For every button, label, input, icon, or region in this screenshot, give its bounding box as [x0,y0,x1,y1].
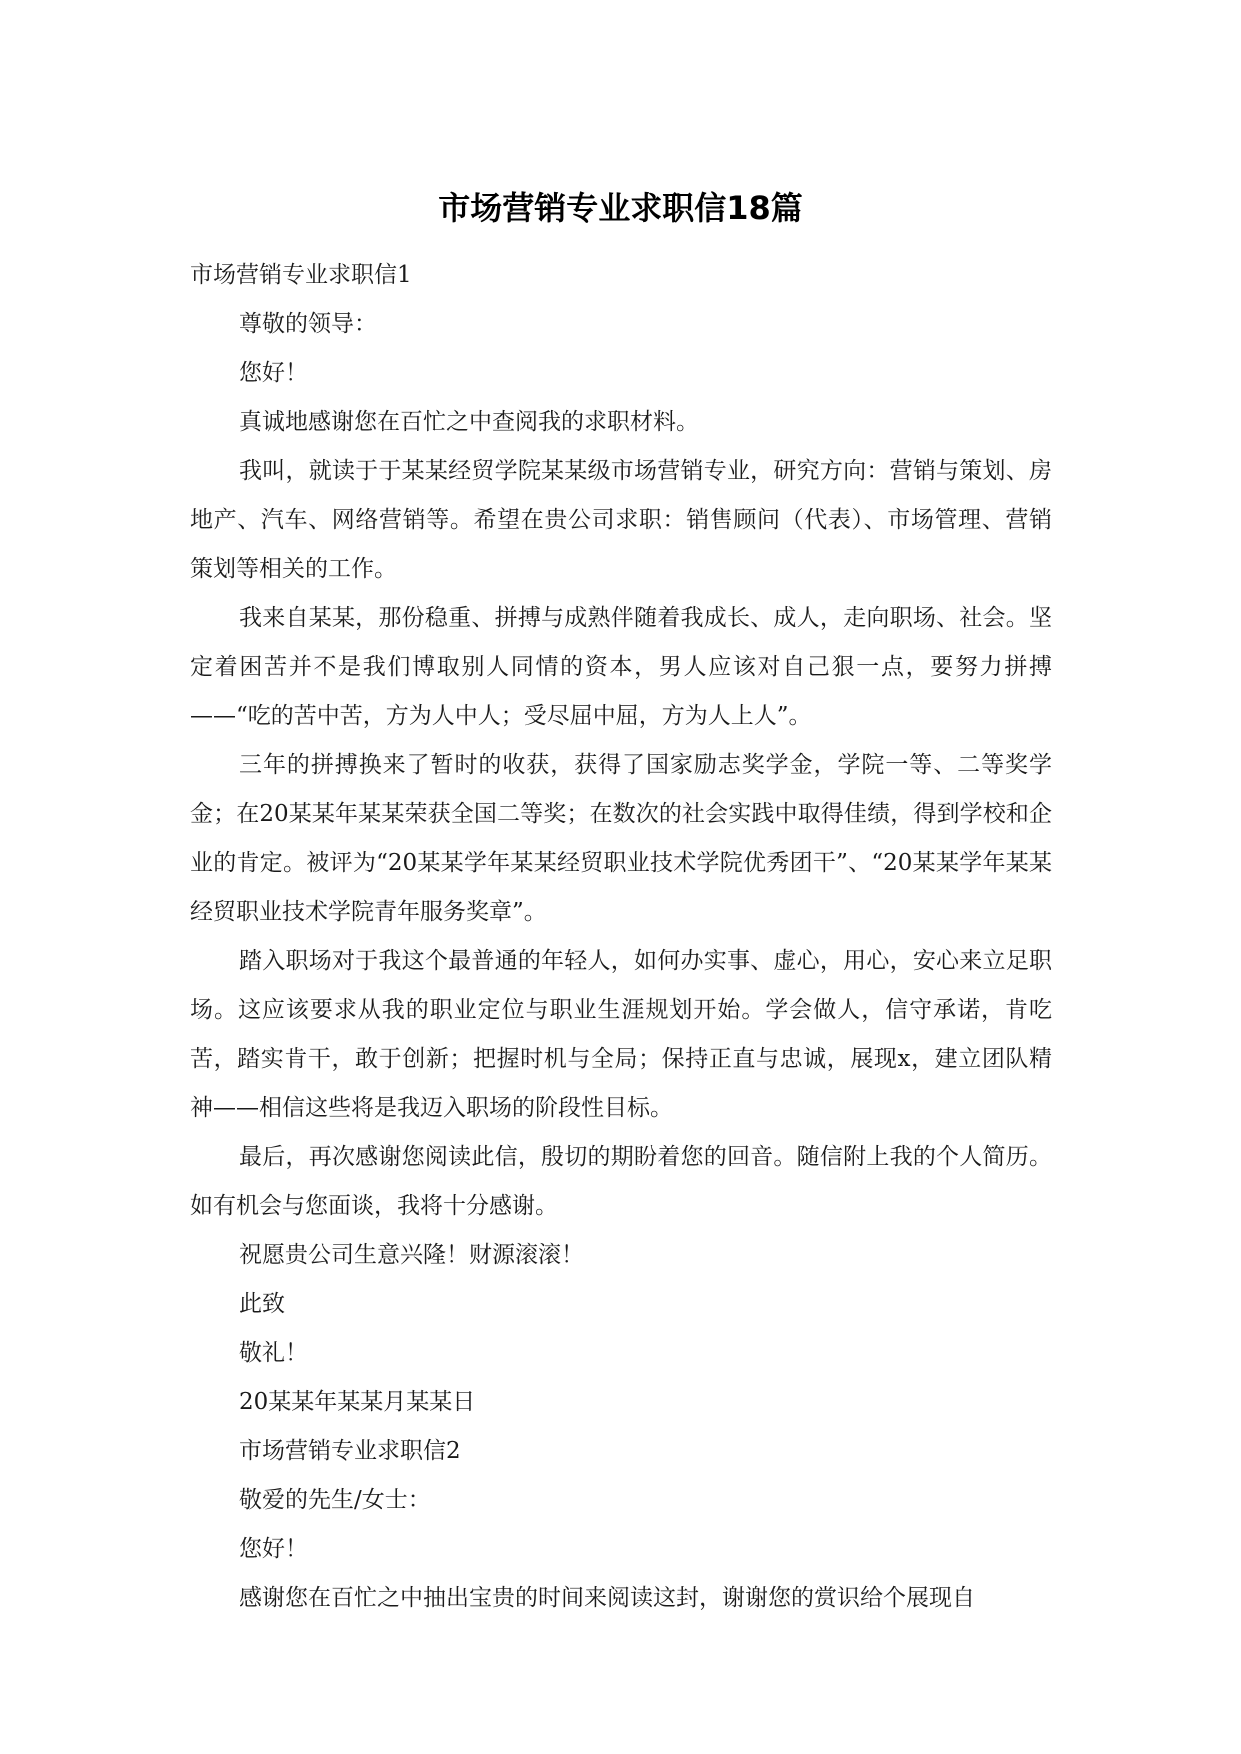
letter-body [190,251,1052,1623]
letter-date: 20某某年某某月某某日 [239,1389,476,1415]
paragraph: 三年的拼搏换来了暂时的收获，获得了国家励志奖学金，学院一等、二等奖学金；在20某某年某某荣获全国二等奖；在数次的社会实践中取得佳绩，得到学校和企业的肯定。被评为“20某某学年某某经贸职业技术学院优秀团干”、“20某某学年某某经贸职业技术学院青年服务奖章”。 [190,752,1052,925]
paragraph: 最后，再次感谢您阅读此信，殷切的期盼着您的回音。随信附上我的个人简历。如有机会与您面谈，我将十分感谢。 [190,1144,1052,1219]
document-title: 市场营销专业求职信18篇 [438,189,803,227]
salutation: 敬爱的先生/女士： [239,1487,431,1513]
greeting: 您好！ [239,360,308,386]
closing-line: 此致 [239,1291,285,1317]
paragraph: 我叫，就读于于某某经贸学院某某级市场营销专业，研究方向：营销与策划、房地产、汽车、网络营销等。希望在贵公司求职：销售顾问（代表）、市场管理、营销策划等相关的工作。 [190,458,1052,582]
closing-wish: 祝愿贵公司生意兴隆！财源滚滚！ [239,1242,584,1268]
salutation: 尊敬的领导： [239,311,377,337]
paragraph: 真诚地感谢您在百忙之中查阅我的求职材料。 [239,409,699,435]
section-heading: 市场营销专业求职信2 [239,1438,461,1464]
closing-salute: 敬礼！ [239,1340,308,1366]
paragraph: 我来自某某，那份稳重、拼搏与成熟伴随着我成长、成人，走向职场、社会。坚定着困苦并不是我们博取别人同情的资本，男人应该对自己狠一点，要努力拼搏——“吃的苦中苦，方为人中人；受尽屈中屈，方为人上人”。 [190,605,1052,729]
greeting: 您好！ [239,1536,308,1562]
section-heading: 市场营销专业求职信1 [190,262,412,288]
paragraph: 感谢您在百忙之中抽出宝贵的时间来阅读这封，谢谢您的赏识给个展现自 [239,1585,975,1611]
paragraph: 踏入职场对于我这个最普通的年轻人，如何办实事、虚心，用心，安心来立足职场。这应该要求从我的职业定位与职业生涯规划开始。学会做人，信守承诺，肯吃苦，踏实肯干，敢于创新；把握时机与全局；保持正直与忠诚，展现x，建立团队精神——相信这些将是我迈入职场的阶段性目标。 [190,948,1052,1121]
